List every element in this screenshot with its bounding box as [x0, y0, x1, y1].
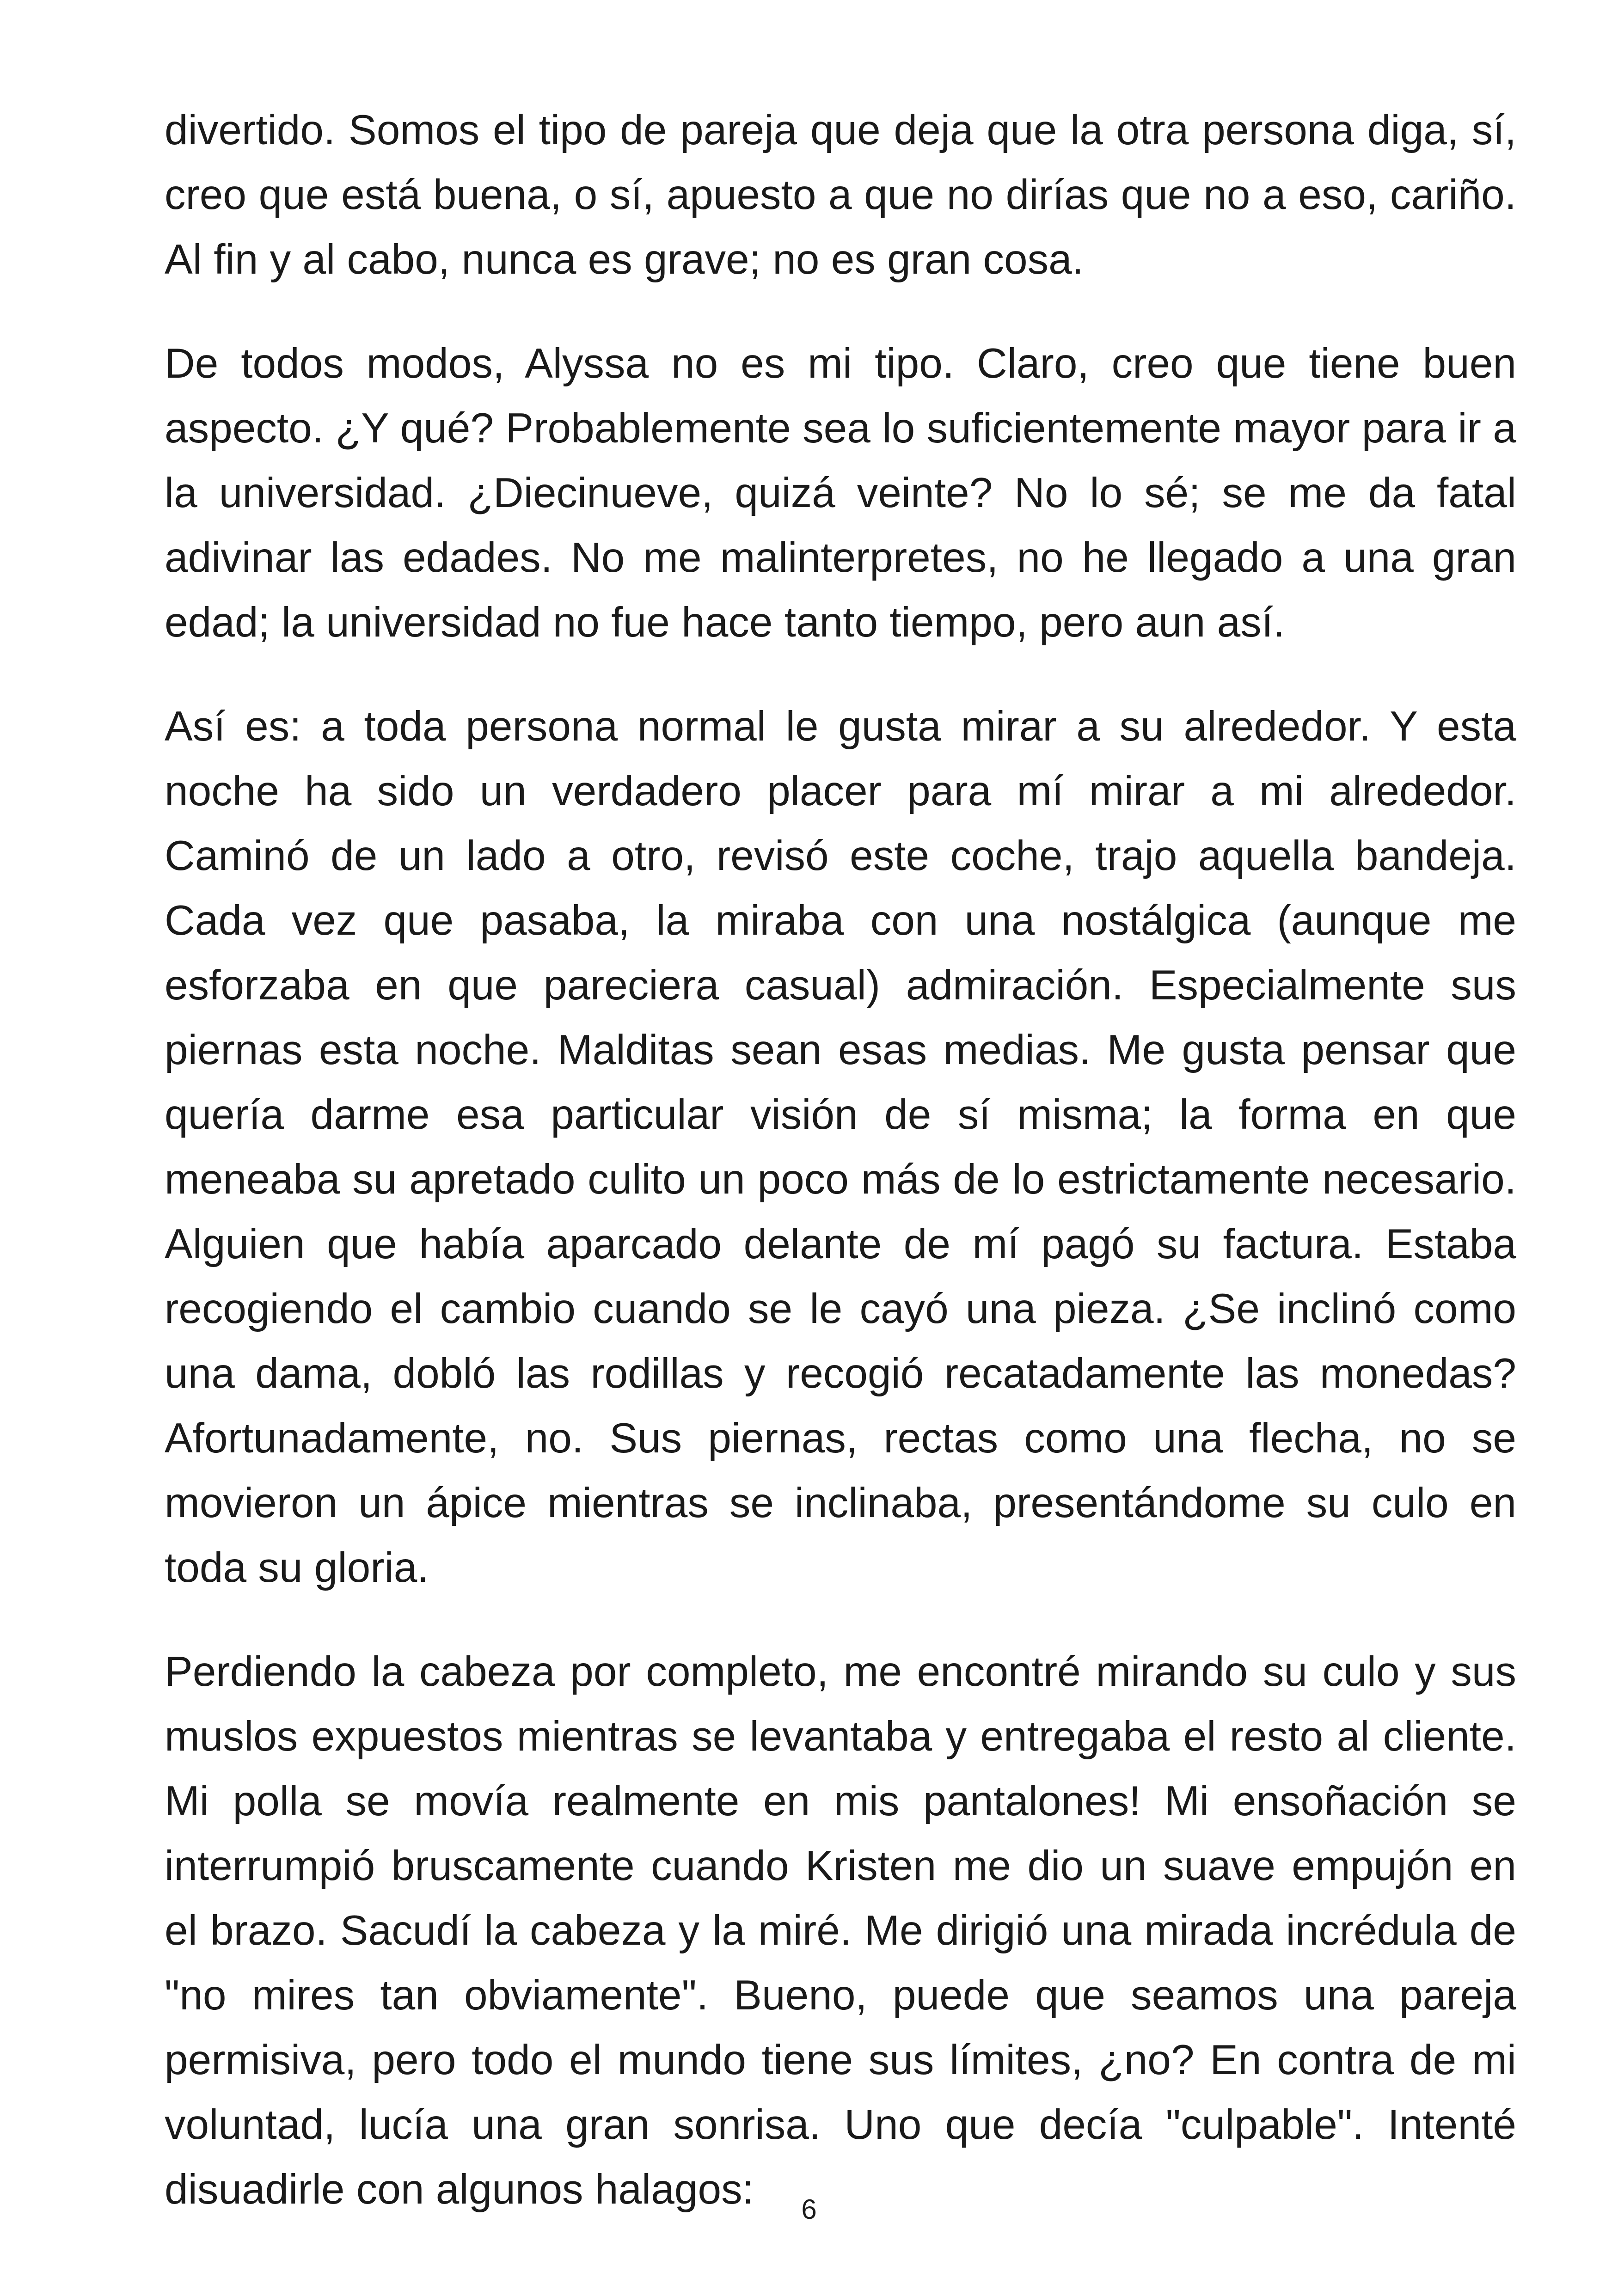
- paragraph-3: Así es: a toda persona normal le gusta mirar a su alrededor. Y esta noche ha sido un verdadero placer para mí mirar a mi alrededor. Caminó de un lado a otro, revisó este coche, trajo aquella bandeja. Cada vez que pasaba, la miraba con una nostálgica (aunque me esforzaba en que pareciera casual) admiración. Especialmente sus piernas esta noche. Malditas sean esas medias. Me gusta pensar que quería darme esa particular visión de sí misma; la forma en que meneaba su apretado culito un poco más de lo estrictamente necesario. Alguien que había aparcado delante de mí pagó su factura. Estaba recogiendo el cambio cuando se le cayó una pieza. ¿Se inclinó como una dama, dobló las rodillas y recogió recatadamente las monedas? Afortunadamente, no. Sus piernas, rectas como una flecha, no se movieron un ápice mientras se inclinaba, presentándome su culo en toda su gloria.: [165, 703, 1516, 1591]
- paragraph-2: De todos modos, Alyssa no es mi tipo. Claro, creo que tiene buen aspecto. ¿Y qué? Probablemente sea lo suficientemente mayor para ir a la universidad. ¿Diecinueve, quizá veinte? No lo sé; se me da fatal adivinar las edades. No me malinterpretes, no he llegado a una gran edad; la universidad no fue hace tanto tiempo, pero aun así.: [165, 340, 1516, 646]
- page-number: 6: [801, 2194, 817, 2225]
- paragraph-4: Perdiendo la cabeza por completo, me encontré mirando su culo y sus muslos expuestos mientras se levantaba y entregaba el resto al cliente. Mi polla se movía realmente en mis pantalones! Mi ensoñación se interrumpió bruscamente cuando Kristen me dio un suave empujón en el brazo. Sacudí la cabeza y la miré. Me dirigió una mirada incrédula de "no mires tan obviamente". Bueno, puede que seamos una pareja permisiva, pero todo el mundo tiene sus límites, ¿no? En contra de mi voluntad, lucía una gran sonrisa. Uno que decía "culpable". Intenté disuadirle con algunos halagos:: [165, 1648, 1516, 2213]
- body-text: [165, 98, 1516, 2261]
- paragraph-1: divertido. Somos el tipo de pareja que deja que la otra persona diga, sí, creo que está buena, o sí, apuesto a que no dirías que no a eso, cariño. Al fin y al cabo, nunca es grave; no es gran cosa.: [165, 107, 1516, 283]
